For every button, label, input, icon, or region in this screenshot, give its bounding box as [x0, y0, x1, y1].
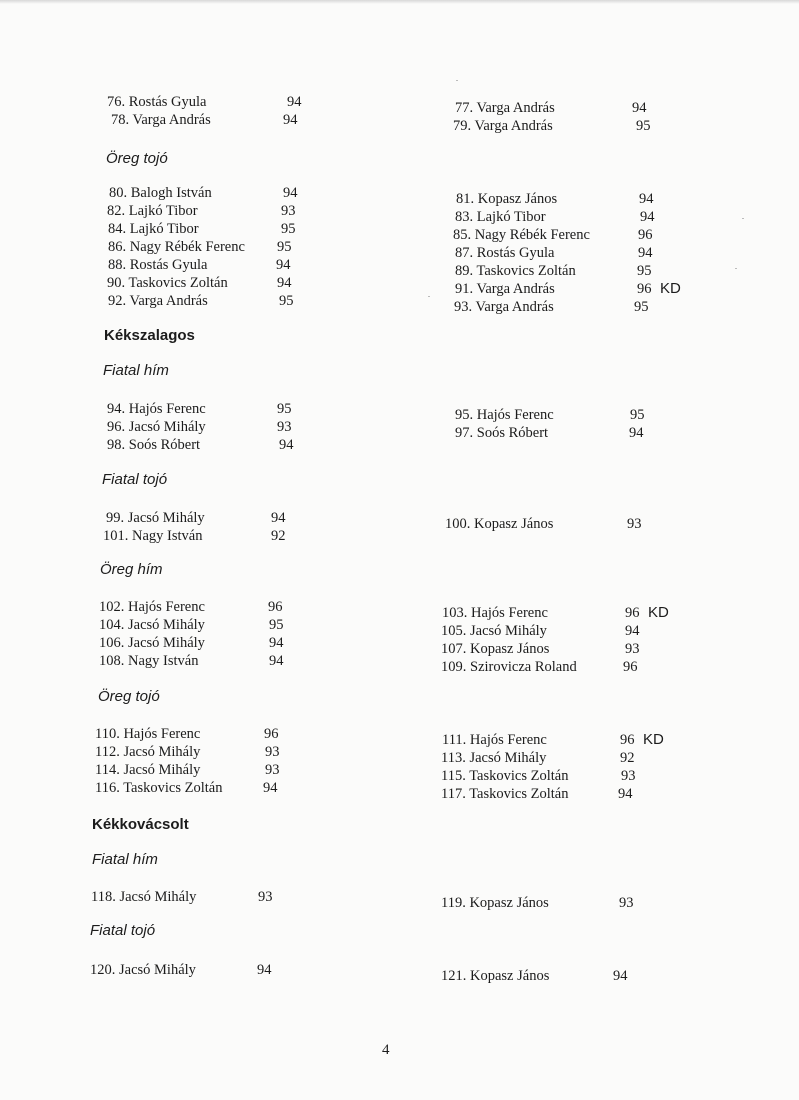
entry-score: 96	[638, 227, 653, 243]
entry-name: 78. Varga András	[111, 112, 211, 128]
entry-score: 94	[638, 245, 653, 261]
entry-score: 93	[619, 895, 634, 911]
entry-name: 121. Kopasz János	[441, 968, 550, 984]
entry-name: 109. Szirovicza Roland	[441, 659, 577, 675]
entry-name: 81. Kopasz János	[456, 191, 558, 207]
entry-score: 94	[269, 653, 284, 669]
entry-score: 96	[264, 726, 279, 742]
entry-score: 93	[625, 641, 640, 657]
entry-name: 117. Taskovics Zoltán	[441, 786, 569, 802]
entry-name: 118. Jacsó Mihály	[91, 889, 197, 905]
section-heading-kekszalagos: Kékszalagos	[104, 327, 195, 344]
entry-score: 95	[277, 239, 292, 255]
entry-score: 95	[277, 401, 292, 417]
entry-score: 94	[277, 275, 292, 291]
entry-score: 92	[271, 528, 286, 544]
entry-name: 103. Hajós Ferenc	[442, 605, 548, 621]
scan-speck	[735, 268, 737, 269]
entry-name: 111. Hajós Ferenc	[442, 732, 547, 748]
entry-score: 93	[258, 889, 273, 905]
entry-name: 102. Hajós Ferenc	[99, 599, 205, 615]
subheading-oreg-tojo: Öreg tojó	[106, 150, 168, 167]
entry-name: 88. Rostás Gyula	[108, 257, 208, 273]
entry-name: 80. Balogh István	[109, 185, 212, 201]
entry-name: 112. Jacsó Mihály	[95, 744, 201, 760]
entry-score: 94	[257, 962, 272, 978]
entry-score: 94	[287, 94, 302, 110]
entry-name: 120. Jacsó Mihály	[90, 962, 196, 978]
entry-score: 96	[637, 281, 652, 297]
entry-score: 95	[636, 118, 651, 134]
entry-score: 92	[620, 750, 635, 766]
scan-speck	[428, 296, 430, 297]
entry-score: 94	[618, 786, 633, 802]
entry-score: 94	[263, 780, 278, 796]
entry-name: 92. Varga András	[108, 293, 208, 309]
entry-name: 98. Soós Róbert	[107, 437, 201, 453]
entry-name: 76. Rostás Gyula	[107, 94, 207, 110]
entry-name: 108. Nagy István	[99, 653, 199, 669]
entry-score: 96	[623, 659, 638, 675]
entry-name: 113. Jacsó Mihály	[441, 750, 547, 766]
entry-name: 83. Lajkó Tibor	[455, 209, 546, 225]
entry-name: 87. Rostás Gyula	[455, 245, 555, 261]
scan-speck	[456, 80, 458, 81]
entry-name: 101. Nagy István	[103, 528, 203, 544]
entry-name: 105. Jacsó Mihály	[441, 623, 547, 639]
subheading-fiatal-him: Fiatal hím	[92, 851, 158, 868]
entry-name: 79. Varga András	[453, 118, 553, 134]
entry-score: 94	[640, 209, 655, 225]
entry-score: 95	[634, 299, 649, 315]
entry-score: 94	[269, 635, 284, 651]
entry-score: 93	[627, 516, 642, 532]
entry-name: 114. Jacsó Mihály	[95, 762, 201, 778]
scan-speck	[742, 218, 744, 219]
entry-score: 95	[637, 263, 652, 279]
entry-score: 94	[279, 437, 294, 453]
page-top-edge	[0, 0, 799, 4]
subheading-fiatal-tojo: Fiatal tojó	[102, 471, 168, 488]
entry-name: 97. Soós Róbert	[455, 425, 549, 441]
entry-name: 91. Varga András	[455, 281, 555, 297]
entry-score: 94	[283, 185, 298, 201]
entry-name: 93. Varga András	[454, 299, 554, 315]
entry-score: 94	[613, 968, 628, 984]
entry-name: 106. Jacsó Mihály	[99, 635, 205, 651]
entry-score: 93	[281, 203, 296, 219]
entry-name: 77. Varga András	[455, 100, 555, 116]
subheading-fiatal-tojo: Fiatal tojó	[90, 922, 156, 939]
entry-score: 94	[629, 425, 644, 441]
entry-score: 93	[277, 419, 292, 435]
entry-name: 104. Jacsó Mihály	[99, 617, 205, 633]
entry-flag: KD	[648, 604, 669, 621]
entry-score: 95	[279, 293, 294, 309]
entry-score: 95	[281, 221, 296, 237]
entry-name: 99. Jacsó Mihály	[106, 510, 205, 526]
entry-name: 96. Jacsó Mihály	[107, 419, 206, 435]
entry-score: 96	[268, 599, 283, 615]
page-number: 4	[382, 1042, 390, 1058]
entry-name: 100. Kopasz János	[445, 516, 554, 532]
entry-score: 93	[265, 744, 280, 760]
entry-score: 95	[269, 617, 284, 633]
entry-name: 110. Hajós Ferenc	[95, 726, 201, 742]
entry-score: 94	[271, 510, 286, 526]
entry-name: 107. Kopasz János	[441, 641, 550, 657]
entry-score: 96	[620, 732, 635, 748]
entry-score: 93	[621, 768, 636, 784]
entry-score: 94	[276, 257, 291, 273]
entry-score: 94	[625, 623, 640, 639]
entry-flag: KD	[643, 731, 664, 748]
entry-score: 96	[625, 605, 640, 621]
entry-score: 94	[639, 191, 654, 207]
entry-flag: KD	[660, 280, 681, 297]
section-heading-kekkovacsolt: Kékkovácsolt	[92, 816, 189, 833]
entry-name: 95. Hajós Ferenc	[455, 407, 554, 423]
subheading-fiatal-him: Fiatal hím	[103, 362, 169, 379]
entry-name: 84. Lajkó Tibor	[108, 221, 199, 237]
entry-name: 115. Taskovics Zoltán	[441, 768, 569, 784]
entry-name: 86. Nagy Rébék Ferenc	[108, 239, 245, 255]
entry-name: 116. Taskovics Zoltán	[95, 780, 223, 796]
entry-score: 93	[265, 762, 280, 778]
entry-score: 94	[283, 112, 298, 128]
entry-score: 95	[630, 407, 645, 423]
entry-name: 90. Taskovics Zoltán	[107, 275, 228, 291]
entry-name: 82. Lajkó Tibor	[107, 203, 198, 219]
entry-name: 89. Taskovics Zoltán	[455, 263, 576, 279]
entry-name: 85. Nagy Rébék Ferenc	[453, 227, 590, 243]
entry-name: 119. Kopasz János	[441, 895, 549, 911]
entry-name: 94. Hajós Ferenc	[107, 401, 206, 417]
subheading-oreg-tojo: Öreg tojó	[98, 688, 160, 705]
entry-score: 94	[632, 100, 647, 116]
subheading-oreg-him: Öreg hím	[100, 561, 163, 578]
